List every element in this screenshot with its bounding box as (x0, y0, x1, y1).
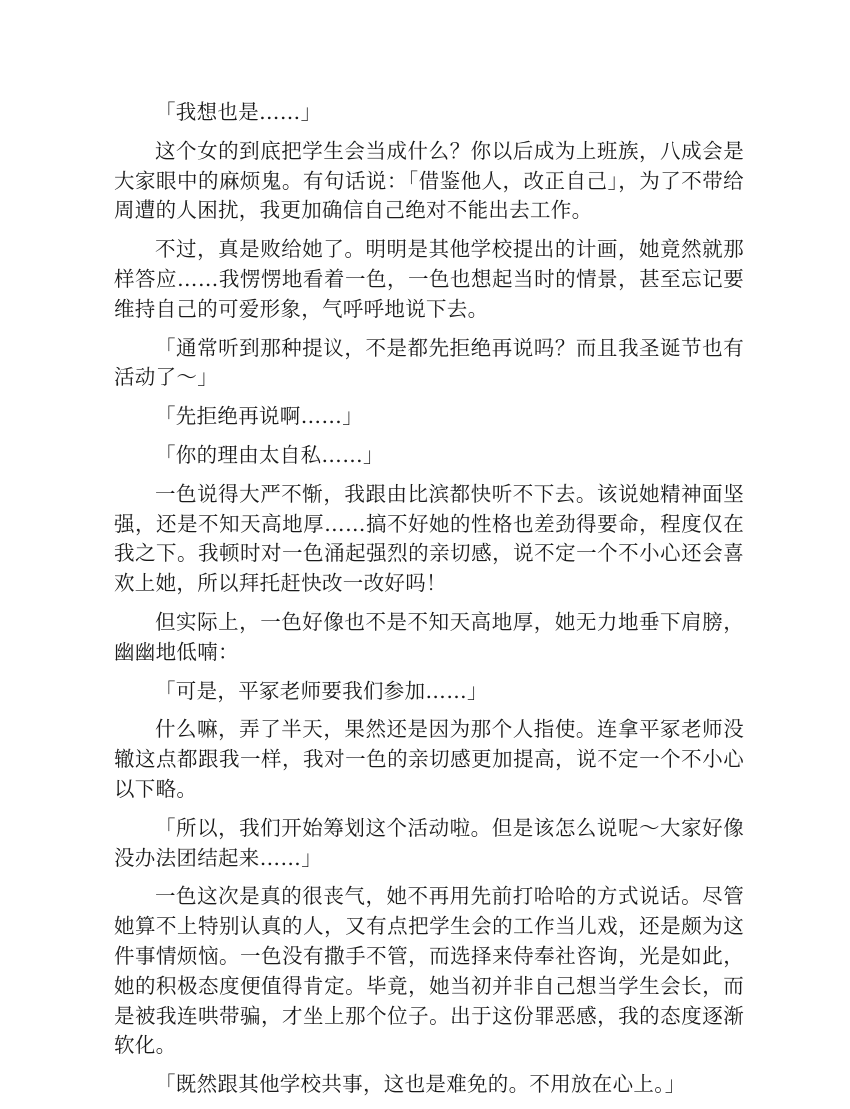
narration-paragraph: 什么嘛，弄了半天，果然还是因为那个人指使。连拿平冢老师没辙这点都跟我一样，我对一色的亲切感更加提高，说不定一个不小心以下略。 (114, 717, 744, 801)
dialogue-paragraph: 「可是，平冢老师要我们参加……」 (155, 678, 488, 703)
body-text (114, 98, 744, 1109)
dialogue-paragraph: 「我想也是……」 (155, 100, 322, 124)
dialogue-paragraph: 「所以，我们开始筹划这个活动啦。但是该怎么说呢～大家好像没办法团结起来……」 (114, 815, 744, 870)
dialogue-paragraph: 「既然跟其他学校共事，这也是难免的。不用放在心上。」 (155, 1072, 686, 1097)
dialogue-paragraph: 「先拒绝再说啊……」 (155, 404, 363, 429)
dialogue-paragraph: 「你的理由太自私……」 (155, 442, 384, 467)
narration-paragraph: 一色说得大严不惭，我跟由比滨都快听不下去。该说她精神面坚强，还是不知天高地厚……搞不好她的性格也差劲得要命，程度仅在我之下。我顿时对一色涌起强烈的亲切感，说不定一个不小心还会喜欢上她，所以拜托赶快改一改好吗！ (114, 481, 744, 596)
narration-paragraph: 不过，真是败给她了。明明是其他学校提出的计画，她竟然就那样答应……我愣愣地看着一色，一色也想起当时的情景，甚至忘记要维持自己的可爱形象，气呼呼地说下去。 (114, 237, 744, 321)
narration-paragraph: 但实际上，一色好像也不是不知天高地厚，她无力地垂下肩膀，幽幽地低喃： (114, 609, 744, 664)
dialogue-paragraph: 「通常听到那种提议，不是都先拒绝再说吗？而且我圣诞节也有活动了～」 (114, 335, 744, 390)
narration-paragraph: 一色这次是真的很丧气，她不再用先前打哈哈的方式说话。尽管她算不上特别认真的人，又有点把学生会的工作当儿戏，还是颇为这件事情烦恼。一色没有撒手不管，而选择来侍奉社咨询，光是如此，她的积极态度便值得肯定。毕竟，她当初并非自己想当学生会长，而是被我连哄带骗，才坐上那个位子。出于这份罪恶感，我的态度逐渐软化。 (114, 884, 744, 1058)
narration-paragraph: 这个女的到底把学生会当成什么？你以后成为上班族，八成会是大家眼中的麻烦鬼。有句话说：「借鉴他人，改正自己」，为了不带给周遭的人困扰，我更加确信自己绝对不能出去工作。 (114, 138, 744, 223)
